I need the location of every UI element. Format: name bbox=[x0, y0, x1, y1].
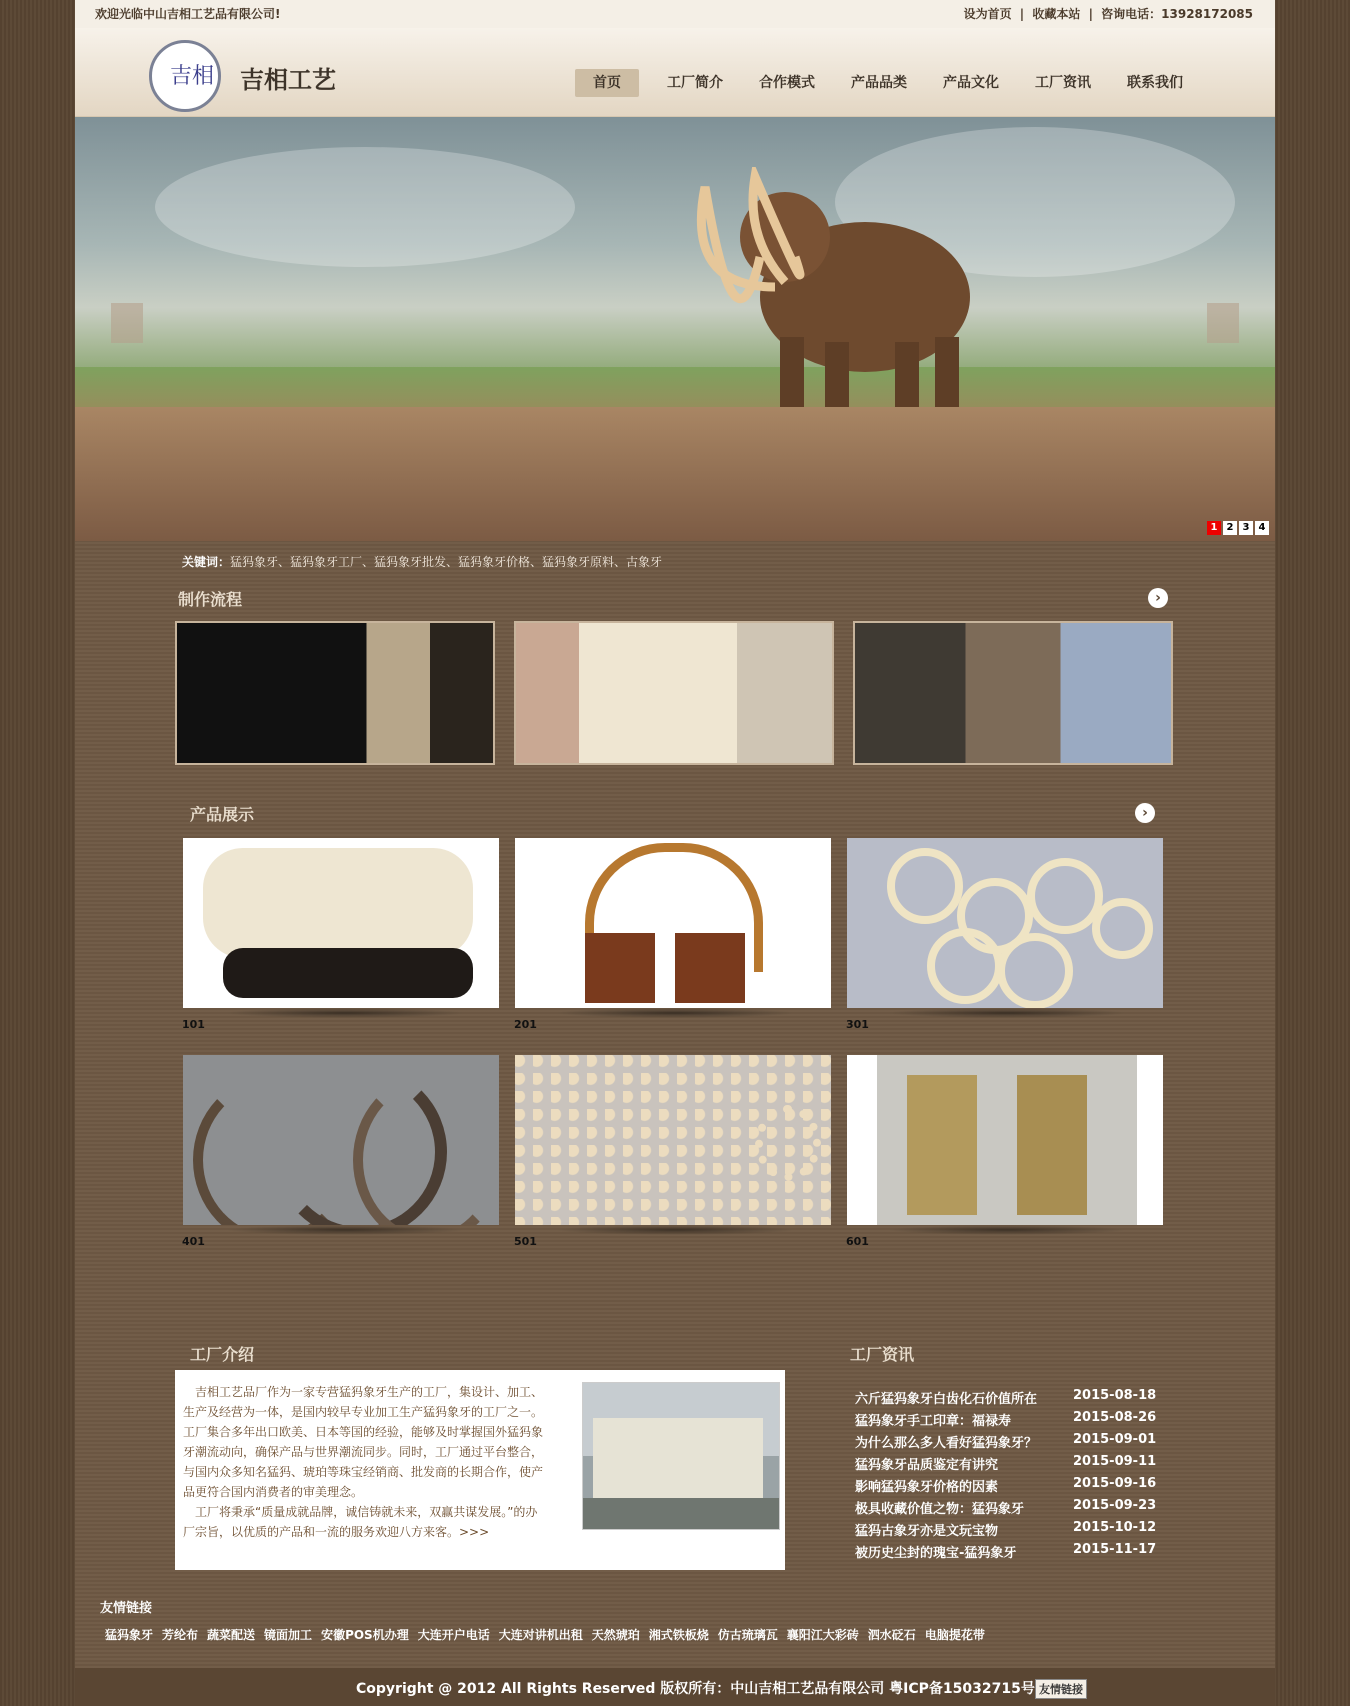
slide-dot[interactable]: 1 bbox=[1207, 521, 1221, 535]
product-shadow bbox=[555, 1008, 795, 1018]
logo-glyph: 吉相 bbox=[170, 64, 215, 89]
product-label[interactable]: 501 bbox=[514, 1235, 537, 1248]
news-item[interactable] bbox=[855, 1432, 1235, 1454]
banner-prev-button[interactable] bbox=[111, 303, 143, 343]
news-item[interactable] bbox=[855, 1542, 1235, 1564]
friend-link[interactable]: 大连开户电话 bbox=[417, 1628, 490, 1642]
page-wrapper bbox=[75, 0, 1275, 1706]
top-links bbox=[962, 5, 1255, 22]
slide-pager bbox=[1207, 521, 1269, 535]
friend-link[interactable]: 湘式铁板烧 bbox=[648, 1628, 709, 1642]
news-title: 工厂资讯 bbox=[850, 1345, 915, 1364]
news-item[interactable] bbox=[855, 1520, 1235, 1542]
separator: | bbox=[1088, 7, 1093, 21]
news-item[interactable] bbox=[855, 1410, 1235, 1432]
product-shadow bbox=[225, 1008, 465, 1018]
news-item-title[interactable]: 被历史尘封的瑰宝-猛犸象牙 bbox=[855, 1546, 1017, 1561]
news-item-date: 2015-10-12 bbox=[1073, 1520, 1157, 1535]
product-label[interactable]: 301 bbox=[846, 1018, 869, 1031]
products-more-icon[interactable]: › bbox=[1135, 803, 1155, 823]
banner-cloud bbox=[155, 147, 575, 267]
about-paragraph: 吉相工艺品厂作为一家专营猛犸象牙生产的工厂，集设计、加工、生产及经营为一体，是国内较早专业加工生产猛犸象牙的工厂之一。工厂集合多年出口欧美、日本等国的经验，能够及时掌握国外猛犸象牙潮流动向，确保产品与世界潮流同步。同时，工厂通过平台整合，与国内众多知名猛犸、琥珀等珠宝经销商、批发商的长期合作，使产品更符合国内消费者的审美理念。 bbox=[183, 1385, 544, 1499]
news-item[interactable] bbox=[855, 1454, 1235, 1476]
product-shadow bbox=[555, 1225, 795, 1235]
keywords-text: 猛犸象牙、猛犸象牙工厂、猛犸象牙批发、猛犸象牙价格、猛犸象牙原料、古象牙 bbox=[230, 555, 663, 569]
friend-link[interactable]: 安徽POS机办理 bbox=[321, 1628, 409, 1642]
friend-link[interactable]: 泗水砭石 bbox=[867, 1628, 916, 1642]
product-shadow bbox=[887, 1225, 1127, 1235]
slide-dot[interactable]: 2 bbox=[1223, 521, 1237, 535]
product-image-401[interactable] bbox=[183, 1055, 499, 1225]
mammoth-image bbox=[665, 167, 1005, 417]
product-label[interactable]: 401 bbox=[182, 1235, 205, 1248]
product-shadow bbox=[225, 1225, 465, 1235]
news-list bbox=[855, 1388, 1235, 1564]
product-shadow bbox=[887, 1008, 1127, 1018]
product-image-601[interactable] bbox=[847, 1055, 1163, 1225]
banner-next-button[interactable] bbox=[1207, 303, 1239, 343]
header bbox=[75, 28, 1275, 118]
product-image-301[interactable] bbox=[847, 838, 1163, 1008]
friend-link[interactable]: 仿古琉璃瓦 bbox=[717, 1628, 778, 1642]
about-text bbox=[183, 1382, 545, 1542]
nav-product-category[interactable]: 产品品类 bbox=[851, 75, 907, 91]
news-item-title[interactable]: 为什么那么多人看好猛犸象牙？ bbox=[855, 1436, 1038, 1451]
news-item-date: 2015-11-17 bbox=[1073, 1542, 1157, 1557]
friend-link[interactable]: 天然琥珀 bbox=[591, 1628, 640, 1642]
product-image-501[interactable] bbox=[515, 1055, 831, 1225]
phone-text: 咨询电话：13928172085 bbox=[1101, 7, 1253, 21]
nav-contact[interactable]: 联系我们 bbox=[1127, 75, 1183, 91]
friend-links bbox=[105, 1626, 985, 1643]
nav-product-culture[interactable]: 产品文化 bbox=[943, 75, 999, 91]
product-label[interactable]: 201 bbox=[514, 1018, 537, 1031]
footer bbox=[75, 1668, 1275, 1706]
set-home-link[interactable]: 设为首页 bbox=[963, 7, 1012, 21]
slide-dot[interactable]: 4 bbox=[1255, 521, 1269, 535]
nav-cooperation[interactable]: 合作模式 bbox=[759, 75, 815, 91]
news-item-date: 2015-08-26 bbox=[1073, 1410, 1157, 1425]
process-more-icon[interactable]: › bbox=[1148, 588, 1168, 608]
nav-factory-news[interactable]: 工厂资讯 bbox=[1035, 75, 1091, 91]
friend-link[interactable]: 蔬菜配送 bbox=[207, 1628, 256, 1642]
product-label[interactable]: 101 bbox=[182, 1018, 205, 1031]
process-image-1[interactable] bbox=[175, 621, 495, 765]
news-item-title[interactable]: 影响猛犸象牙价格的因素 bbox=[855, 1480, 999, 1495]
copyright-text: Copyright @ 2012 All Rights Reserved 版权所有：中山吉相工艺品有限公司 粤ICP备15032715号 bbox=[356, 1681, 1035, 1697]
main-nav bbox=[575, 69, 1201, 97]
news-item-title[interactable]: 极具收藏价值之物：猛犸象牙 bbox=[855, 1502, 1025, 1517]
friend-link[interactable]: 大连对讲机出租 bbox=[498, 1628, 583, 1642]
products-title: 产品展示 bbox=[190, 805, 255, 824]
news-item-date: 2015-09-23 bbox=[1073, 1498, 1157, 1513]
about-box bbox=[175, 1370, 785, 1570]
nav-factory-intro[interactable]: 工厂简介 bbox=[667, 75, 723, 91]
news-item-date: 2015-09-11 bbox=[1073, 1454, 1157, 1469]
slide-dot[interactable]: 3 bbox=[1239, 521, 1253, 535]
about-paragraph-more[interactable]: 工厂将秉承“质量成就品牌，诚信铸就未来，双赢共谋发展。”的办厂宗旨，以优质的产品和一流的服务欢迎八方来客。>>> bbox=[183, 1505, 538, 1539]
keywords-line bbox=[182, 553, 662, 570]
news-item-title[interactable]: 猛犸古象牙亦是文玩宝物 bbox=[855, 1524, 999, 1539]
separator: | bbox=[1019, 7, 1025, 21]
welcome-text: 欢迎光临中山吉相工艺品有限公司! bbox=[95, 7, 281, 21]
news-item-title[interactable]: 猛犸象牙手工印章：福禄寿 bbox=[855, 1414, 1012, 1429]
news-item-date: 2015-09-01 bbox=[1073, 1432, 1157, 1447]
process-image-3[interactable] bbox=[853, 621, 1173, 765]
product-label[interactable]: 601 bbox=[846, 1235, 869, 1248]
top-bar bbox=[75, 0, 1275, 28]
news-item[interactable] bbox=[855, 1476, 1235, 1498]
nav-home[interactable]: 首页 bbox=[575, 69, 639, 97]
friend-link[interactable]: 襄阳江大彩砖 bbox=[786, 1628, 859, 1642]
friend-link[interactable]: 镜面加工 bbox=[264, 1628, 313, 1642]
banner-slider[interactable] bbox=[75, 117, 1275, 541]
news-item-title[interactable]: 六斤猛犸象牙白齿化石价值所在 bbox=[855, 1392, 1038, 1407]
keywords-label: 关键词： bbox=[182, 555, 231, 569]
friend-links-title: 友情链接 bbox=[100, 1601, 153, 1616]
about-title: 工厂介绍 bbox=[190, 1345, 255, 1364]
news-item[interactable] bbox=[855, 1498, 1235, 1520]
factory-photo[interactable] bbox=[582, 1382, 780, 1530]
banner-ground bbox=[75, 407, 1275, 541]
friend-link[interactable]: 猛犸象牙 bbox=[105, 1628, 154, 1642]
news-item[interactable] bbox=[855, 1388, 1235, 1410]
logo-icon[interactable] bbox=[149, 40, 221, 112]
friend-link[interactable]: 芳纶布 bbox=[162, 1628, 199, 1642]
news-item-title[interactable]: 猛犸象牙品质鉴定有讲究 bbox=[855, 1458, 999, 1473]
brand-name[interactable]: 吉相工艺 bbox=[240, 66, 336, 94]
news-item-date: 2015-09-16 bbox=[1073, 1476, 1157, 1491]
friend-links-button[interactable]: 友情链接 bbox=[1035, 1679, 1087, 1699]
product-image-101[interactable] bbox=[183, 838, 499, 1008]
product-image-201[interactable] bbox=[515, 838, 831, 1008]
process-image-2[interactable] bbox=[514, 621, 834, 765]
bookmark-link[interactable]: 收藏本站 bbox=[1032, 7, 1081, 21]
friend-link[interactable]: 电脑提花带 bbox=[924, 1628, 985, 1642]
process-title: 制作流程 bbox=[178, 590, 243, 609]
news-item-date: 2015-08-18 bbox=[1073, 1388, 1157, 1403]
